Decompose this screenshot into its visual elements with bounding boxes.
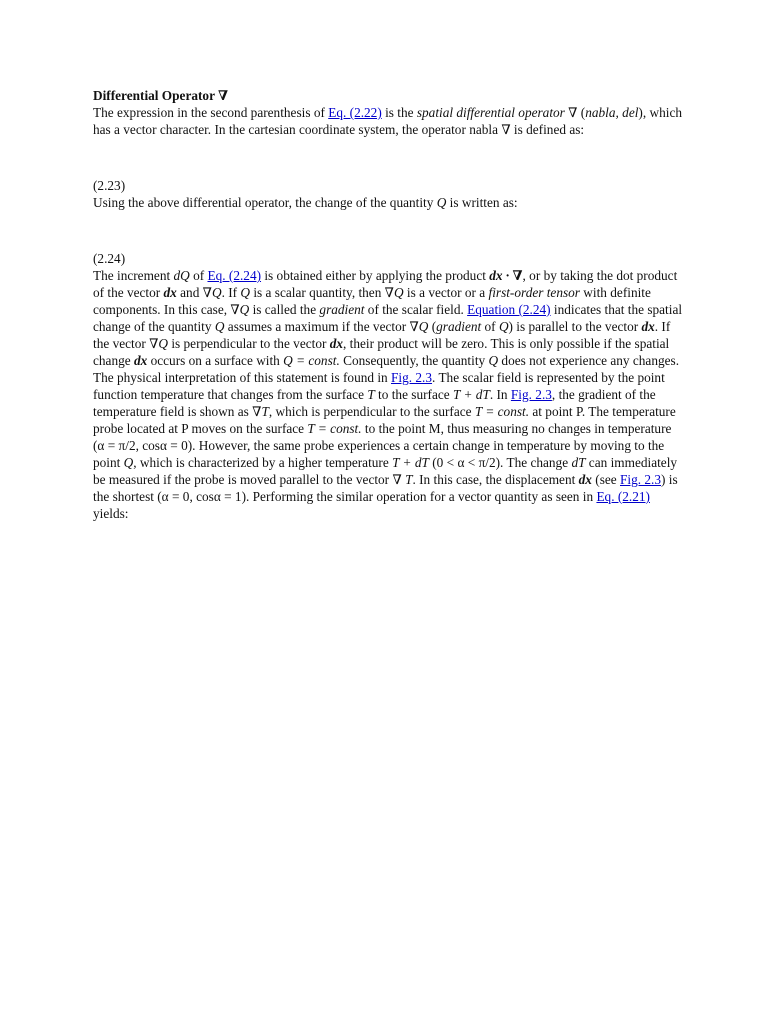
document-page: [93, 87, 683, 522]
paragraph-intro: [93, 104, 683, 138]
text: . In: [489, 387, 511, 402]
text: . The scalar field is represented by the point function temperature that changes from the surface: [93, 370, 665, 402]
emphasis: Q = const.: [283, 353, 340, 368]
text: is a scalar quantity, then ∇: [250, 285, 394, 300]
text: ), which has a vector character. In the cartesian coordinate system, the operator nabla ∇ is defined as:: [93, 105, 682, 137]
link-fig-2-3[interactable]: Fig. 2.3: [510, 387, 552, 402]
text: . If the vector ∇: [93, 319, 671, 351]
text: , the gradient of the temperature field is shown as ∇: [93, 387, 656, 419]
emphasis: T + dT: [453, 387, 490, 402]
text: yields:: [93, 506, 129, 521]
text: is called the: [249, 302, 320, 317]
text: is obtained either by applying the product: [261, 268, 490, 283]
text: The increment: [93, 268, 174, 283]
paragraph-change: [93, 194, 683, 211]
text: assumes a maximum if the vector ∇: [224, 319, 419, 334]
link-eq-2-24[interactable]: Eq. (2.24): [207, 268, 262, 283]
text: with definite components. In this case, ∇: [93, 285, 651, 317]
emphasis: Q: [436, 195, 447, 210]
emphasis: T = const.: [307, 421, 362, 436]
emphasis: spatial differential operator: [416, 105, 565, 120]
text: at point P. The temperature probe located at P moves on the surface: [93, 404, 676, 436]
text: (: [428, 319, 437, 334]
text: to the surface: [374, 387, 454, 402]
emphasis: T: [405, 472, 413, 487]
text: ) is parallel to the vector: [508, 319, 642, 334]
bold-emphasis: dx: [329, 336, 344, 351]
emphasis: Q: [488, 353, 499, 368]
emphasis: T = const.: [474, 404, 530, 419]
text: is perpendicular to the vector: [168, 336, 330, 351]
link-fig-2-3[interactable]: Fig. 2.3: [391, 370, 433, 385]
text: of: [481, 319, 499, 334]
emphasis: T: [367, 387, 375, 402]
text: does not experience any changes. The physical interpretation of this statement is found in: [93, 353, 680, 385]
emphasis: Q: [158, 336, 169, 351]
emphasis: Q: [418, 319, 429, 334]
equation-number-2-24: (2.24): [93, 251, 126, 266]
emphasis: dT: [571, 455, 586, 470]
equation-image-placeholder: [93, 138, 683, 177]
text: , or by taking the dot product of the vector: [93, 268, 678, 300]
equation-image-placeholder: [93, 211, 683, 250]
text: ∇ (: [564, 105, 586, 120]
emphasis: gradient: [436, 319, 482, 334]
text: , their product will be zero. This is only possible if the spatial change: [93, 336, 670, 368]
text: is the: [381, 105, 417, 120]
bold-emphasis: dx: [133, 353, 148, 368]
link-eq-2-22[interactable]: Eq. (2.22): [328, 105, 382, 120]
link-equation-2-24[interactable]: Equation (2.24): [467, 302, 551, 317]
emphasis: dQ: [173, 268, 190, 283]
text: Using the above differential operator, the change of the quantity: [93, 195, 437, 210]
section-heading: Differential Operator ∇: [93, 88, 229, 103]
bold-emphasis: dx: [641, 319, 655, 334]
emphasis: T: [261, 404, 269, 419]
paragraph-gradient: [93, 267, 683, 522]
text: (0 < α < π/2). The change: [428, 455, 572, 470]
emphasis: first-order tensor: [488, 285, 580, 300]
text: The expression in the second parenthesis of: [93, 105, 329, 120]
text: indicates that the spatial change of the quantity: [93, 302, 683, 334]
link-fig-2-3[interactable]: Fig. 2.3: [620, 472, 662, 487]
text: . If: [221, 285, 241, 300]
emphasis: Q: [211, 285, 222, 300]
emphasis: Q: [214, 319, 225, 334]
emphasis: Q: [123, 455, 134, 470]
emphasis: Q: [240, 285, 251, 300]
bold-emphasis: dx: [578, 472, 592, 487]
text: to the point M, thus measuring no changes in temperature (α = π/2, cosα = 0). However, the same probe experiences a certain change in temperature by moving to the point: [93, 421, 672, 470]
text: can immediately be measured if the probe is moved parallel to the vector ∇: [93, 455, 678, 487]
link-eq-2-21[interactable]: Eq. (2.21): [596, 489, 650, 504]
text: . In this case, the displacement: [412, 472, 579, 487]
text: of the scalar field.: [364, 302, 468, 317]
text: is a vector or a: [403, 285, 489, 300]
text: Consequently, the quantity: [339, 353, 489, 368]
text: is written as:: [446, 195, 518, 210]
bold-emphasis: dx: [163, 285, 177, 300]
emphasis: nabla, del: [585, 105, 639, 120]
text: , which is perpendicular to the surface: [268, 404, 475, 419]
bold-emphasis: dx · ∇: [489, 268, 523, 283]
emphasis: gradient: [319, 302, 365, 317]
text: (see: [591, 472, 620, 487]
emphasis: T + dT: [392, 455, 429, 470]
emphasis: Q: [498, 319, 509, 334]
text: of: [189, 268, 208, 283]
text: occurs on a surface with: [147, 353, 284, 368]
text: ) is the shortest (α = 0, cosα = 1). Performing the similar operation for a vector quantity as seen in: [93, 472, 678, 504]
text: , which is characterized by a higher temperature: [133, 455, 393, 470]
emphasis: Q: [239, 302, 250, 317]
emphasis: Q: [393, 285, 404, 300]
equation-number-2-23: (2.23): [93, 178, 126, 193]
text: and ∇: [176, 285, 212, 300]
